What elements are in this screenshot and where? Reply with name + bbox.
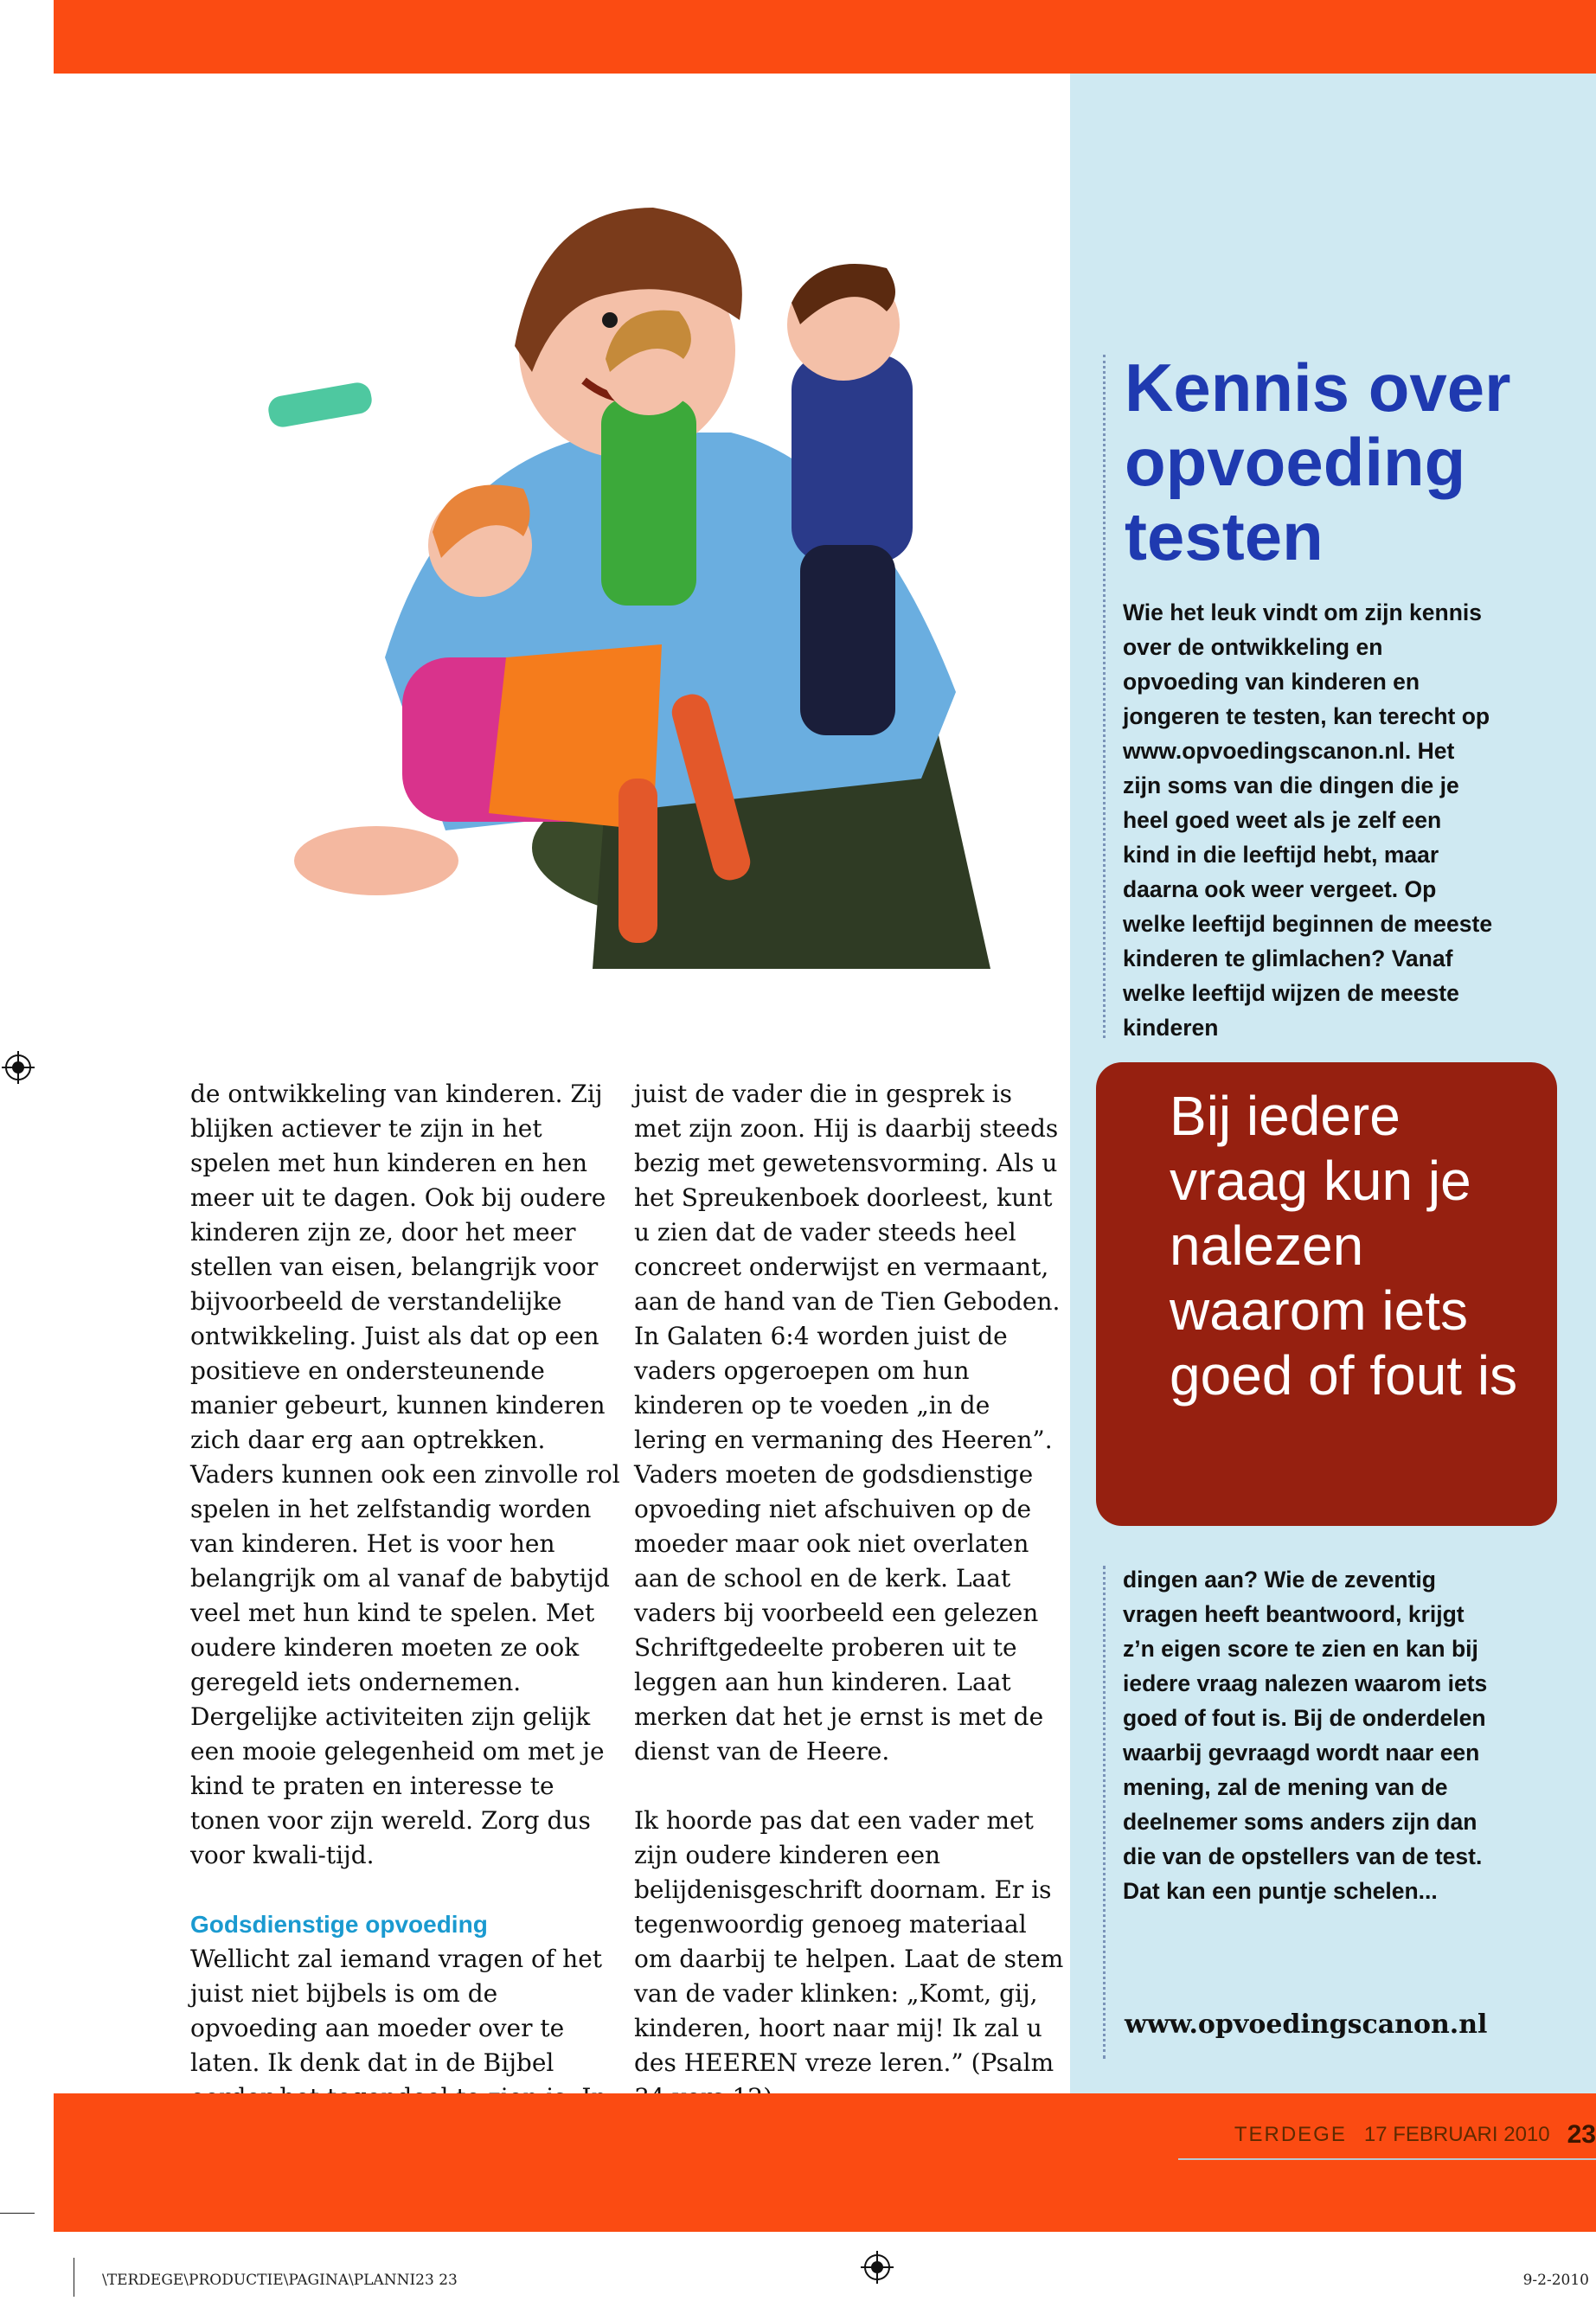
page-number: 23 [1567, 2120, 1596, 2149]
footer-rule [1178, 2158, 1596, 2160]
website-url[interactable]: www.opvoedingscanon.nl [1125, 2009, 1488, 2040]
column-1-paragraph-3: Wellicht zal iemand vragen of het juist niet bijbels is om de opvoeding aan moeder over te laten. Ik denk dat in de Bijbel [190, 1945, 603, 2077]
publication-name: TERDEGE [1234, 2123, 1347, 2146]
print-slug-path: \TERDEGE\PRODUCTIE\PAGINA\PLANNI23 23 [102, 2272, 458, 2289]
registration-mark-bottom-icon [861, 2251, 894, 2284]
crop-mark-horizontal [0, 2213, 35, 2214]
print-slug-date: 9-2-2010 [1522, 2272, 1589, 2289]
sidebar-dotted-rule-lower [1103, 1566, 1106, 2059]
registration-mark-left-icon [2, 1051, 35, 1084]
column-2-paragraph-1: juist de vader die in gesprek is met zijn zoon. Hij is daarbij steeds bezig met gewetensvorming. Als u het Spreukenboek doorleest, kunt u zien dat de vader steeds heel concreet onderwijst en vermaant, aan de hand van de Tien Geboden. [634, 1080, 1061, 1316]
column-2-paragraph-3: Ik hoorde pas dat een vader met zijn oudere kinderen een belijdenisgeschrift doornam. Er is tegenwoordig genoeg materiaal om daarbij te helpen. Laat de stem van de vader klinken: „Komt, gij, kinderen, hoort naar mij! Ik zal u des HEEREN vreze leren.” (Psalm [634, 1806, 1064, 2077]
column-2-paragraph-2: In Galaten 6:4 worden juist de vaders opgeroepen om hun kinderen op te voeden „in de lering en vermaning des Heeren”. Vaders moeten de godsdienstige opvoeding niet afschuiven op de moeder maar ook niet overlaten aan de school en de kerk. Laat vaders bij voorbeeld een gelezen Schriftgedeelte proberen uit te leggen aan hun kinderen. Laat merken dat het je ernst is met de dienst van de Heere. [634, 1322, 1053, 1766]
top-orange-bar [54, 0, 1596, 74]
sidebar-dotted-rule [1103, 355, 1106, 1038]
sidebar-intro-text: Wie het leuk vindt om zijn kennis over de ontwikkeling en opvoeding van kinderen en jongeren te testen, kan terecht op www.opvoedingscanon.nl. Het zijn soms van die dingen die je heel goed weet als je zelf een kind in die leeftijd hebt, maar daarna ook weer vergeet. Op welke leeftijd beginnen de meeste kinderen te glimlachen? Vanaf welke leeftijd wijzen de meeste kinderen [1123, 599, 1493, 1041]
sidebar-continued-text: dingen aan? Wie de zeventig vragen heeft beantwoord, krijgt z’n eigen score te zien en kan bij iedere vraag nalezen waarom iets goed of fout is. Bij de onderdelen waarbij gevraagd wordt naar een mening, zal de mening van de deelnemer soms anders zijn dan die van de opstellers van de test. Dat kan een puntje schelen... [1123, 1567, 1488, 1904]
article-column-2 [634, 1077, 1067, 2115]
column-1-paragraph-2: Vaders kunnen ook een zinvolle rol spelen in het zelfstandig worden van kinderen. Het is voor hen belangrijk om al vanaf de babytijd veel met hun kind te spelen. Met oudere kinderen moeten ze ook geregeld iets ondernemen. Dergelijke activiteiten zijn gelijk een mooie gelegenheid om met je kind te praten en interesse te tonen voor zijn wereld. Zorg dus voor kwali-tijd. [190, 1460, 620, 1869]
section-subheading: Godsdienstige opvoeding [190, 1911, 488, 1938]
pull-quote-text: Bij iedere vraag kun je nalezen waarom iets goed of fout is [1170, 1085, 1518, 1407]
father-playing-with-children-illustration [247, 173, 1060, 1029]
column-1-paragraph-1: de ontwikkeling van kinderen. Zij blijken actiever te zijn in het spelen met hun kinderen en hen meer uit te dagen. Ook bij oudere kinderen zijn ze, door het meer stellen van eisen, belangrijk voor bijvoorbeeld de verstandelijke ontwikkeling. Juist als dat op een positieve en ondersteunende manier gebeurt, kunnen kinderen zich daar erg aan optrekken. [190, 1080, 606, 1454]
bottom-orange-bar [54, 2093, 1596, 2232]
pull-quote-box [1096, 1062, 1557, 1526]
article-column-1 [190, 1077, 623, 2150]
page-footer [1234, 2118, 1596, 2152]
sidebar-heading: Kennis over opvoeding testen [1125, 349, 1511, 574]
issue-date: 17 FEBRUARI 2010 [1363, 2123, 1550, 2146]
